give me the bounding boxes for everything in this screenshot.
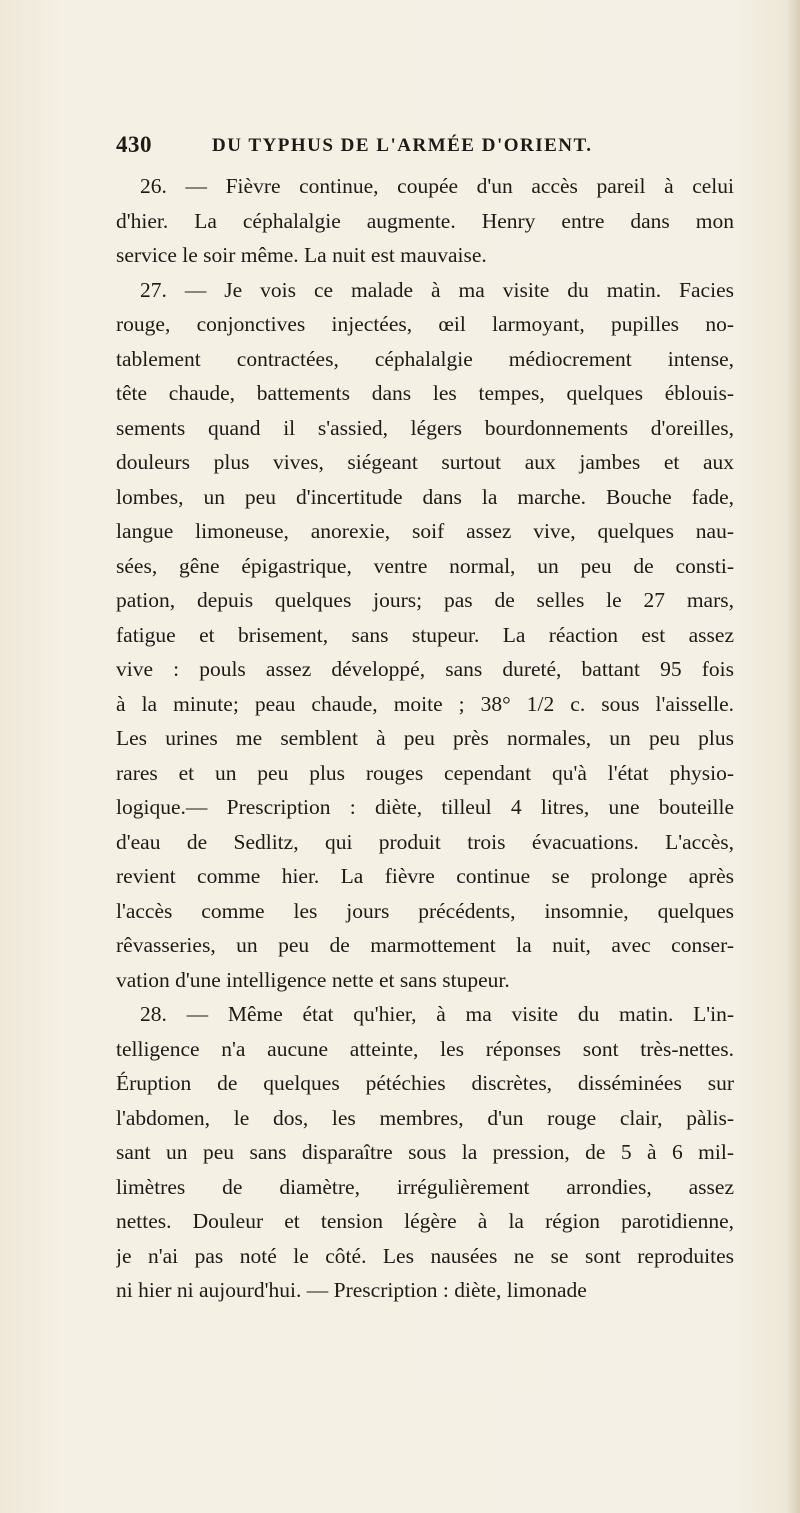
- text-line: Les urines me semblent à peu près normales, un peu plus: [116, 726, 734, 750]
- page-number: 430: [116, 132, 152, 157]
- text-line: à la minute; peau chaude, moite ; 38° 1/2 c. sous l'aisselle.: [116, 691, 734, 716]
- text-line: rouge, conjonctives injectées, œil larmoyant, pupilles no-: [116, 312, 734, 336]
- text-line: telligence n'a aucune atteinte, les réponses sont très-nettes.: [116, 1036, 734, 1061]
- text-line: rares et un peu plus rouges cependant qu'à l'état physio-: [116, 760, 734, 785]
- text-line: Éruption de quelques pétéchies discrètes, disséminées sur: [116, 1071, 734, 1095]
- text-line: fatigue et brisement, sans stupeur. La réaction est assez: [116, 622, 734, 647]
- text-line: nettes. Douleur et tension légère à la région parotidienne,: [116, 1209, 734, 1233]
- body-text: [116, 169, 734, 1308]
- text-line: 27. — Je vois ce malade à ma visite du matin. Facies: [140, 277, 734, 302]
- text-line: tête chaude, battements dans les tempes, quelques éblouis-: [116, 381, 734, 405]
- text-line: revient comme hier. La fièvre continue se prolonge après: [116, 864, 734, 888]
- text-line: 26. — Fièvre continue, coupée d'un accès pareil à celui: [140, 174, 734, 198]
- running-title: DU TYPHUS DE L'ARMÉE D'ORIENT.: [212, 135, 593, 156]
- text-line: douleurs plus vives, siégeant surtout aux jambes et aux: [116, 450, 734, 474]
- text-line: lombes, un peu d'incertitude dans la marche. Bouche fade,: [116, 484, 734, 509]
- text-line: service le soir même. La nuit est mauvaise.: [116, 243, 487, 267]
- page-edge-shadow: [786, 0, 800, 1513]
- text-line: pation, depuis quelques jours; pas de selles le 27 mars,: [116, 588, 734, 612]
- text-line: 28. — Même état qu'hier, à ma visite du matin. L'in-: [140, 1002, 734, 1026]
- text-line: l'accès comme les jours précédents, insomnie, quelques: [116, 898, 734, 923]
- page-header: [116, 130, 734, 164]
- text-line: sant un peu sans disparaître sous la pression, de 5 à 6 mil-: [116, 1140, 734, 1164]
- text-line: logique.— Prescription : diète, tilleul 4 litres, une bouteille: [116, 795, 734, 819]
- text-line: d'hier. La céphalalgie augmente. Henry entre dans mon: [116, 208, 734, 233]
- text-line: je n'ai pas noté le côté. Les nausées ne se sont reproduites: [116, 1243, 734, 1268]
- text-line: rêvasseries, un peu de marmottement la nuit, avec conser-: [116, 933, 734, 957]
- text-line: sements quand il s'assied, légers bourdonnements d'oreilles,: [116, 415, 734, 440]
- text-line: vive : pouls assez développé, sans dureté, battant 95 fois: [116, 657, 734, 681]
- text-line: tablement contractées, céphalalgie médiocrement intense,: [116, 346, 734, 371]
- text-line: langue limoneuse, anorexie, soif assez vive, quelques nau-: [116, 519, 734, 543]
- text-line: limètres de diamètre, irrégulièrement arrondies, assez: [116, 1174, 734, 1199]
- text-line: sées, gêne épigastrique, ventre normal, un peu de consti-: [116, 553, 734, 578]
- text-line: l'abdomen, le dos, les membres, d'un rouge clair, pàlis-: [116, 1105, 734, 1130]
- text-line: vation d'une intelligence nette et sans stupeur.: [116, 967, 510, 992]
- text-line: ni hier ni aujourd'hui. — Prescription : diète, limonade: [116, 1278, 587, 1302]
- text-line: d'eau de Sedlitz, qui produit trois évacuations. L'accès,: [116, 829, 734, 854]
